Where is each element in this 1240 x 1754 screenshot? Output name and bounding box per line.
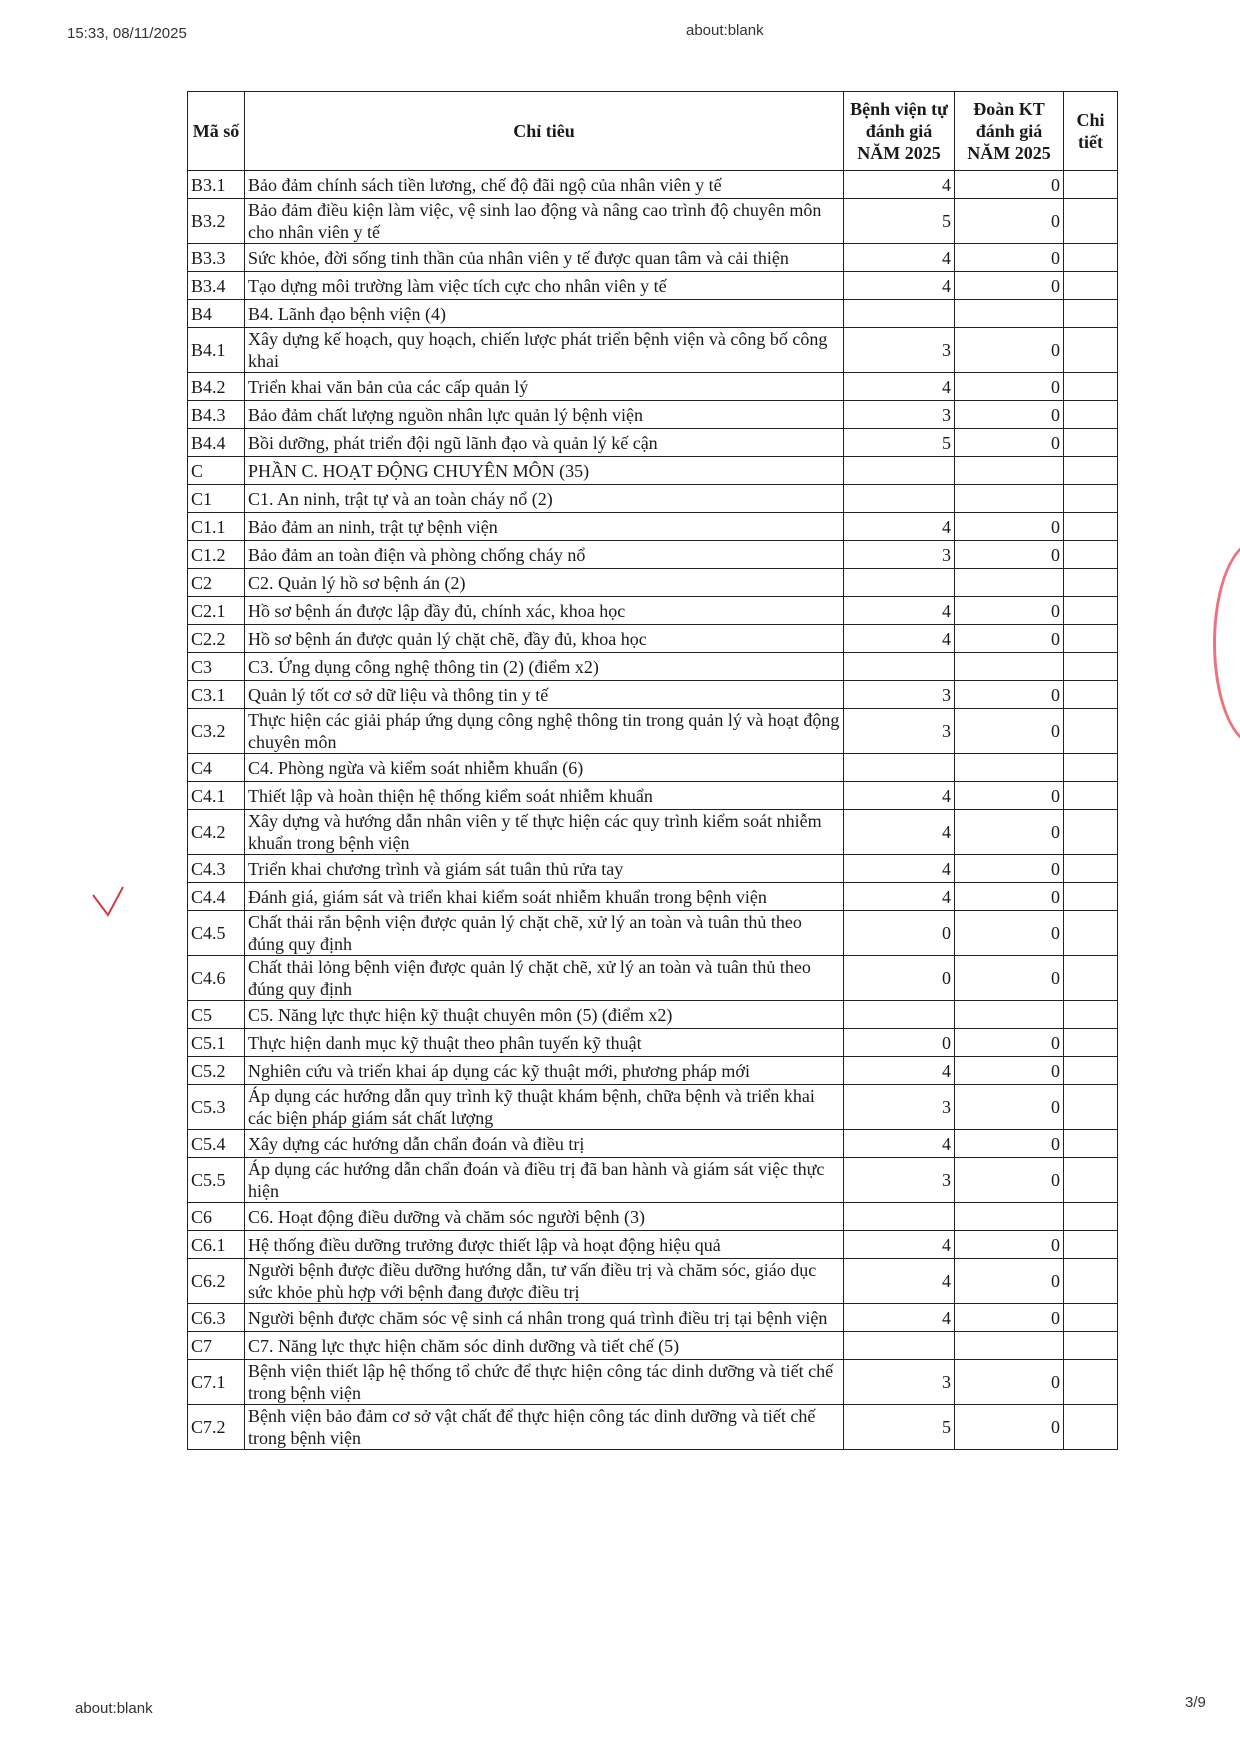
row-team-score: 0 <box>955 429 1064 457</box>
row-team-score: 0 <box>955 681 1064 709</box>
row-criterion: Bảo đảm an ninh, trật tự bệnh viện <box>245 513 844 541</box>
row-team-score: 0 <box>955 1029 1064 1057</box>
row-detail <box>1064 373 1118 401</box>
row-detail <box>1064 1332 1118 1360</box>
row-code: C5.1 <box>188 1029 245 1057</box>
row-self-score: 4 <box>844 625 955 653</box>
row-criterion: Quản lý tốt cơ sở dữ liệu và thông tin y tế <box>245 681 844 709</box>
row-criterion: PHẦN C. HOẠT ĐỘNG CHUYÊN MÔN (35) <box>245 457 844 485</box>
row-criterion: Bệnh viện thiết lập hệ thống tổ chức để thực hiện công tác dinh dưỡng và tiết chế trong bệnh viện <box>245 1360 844 1405</box>
row-self-score: 3 <box>844 681 955 709</box>
row-detail <box>1064 1304 1118 1332</box>
row-criterion: Bảo đảm an toàn điện và phòng chống cháy nổ <box>245 541 844 569</box>
row-detail <box>1064 569 1118 597</box>
row-code: C2.1 <box>188 597 245 625</box>
table-row <box>188 883 1118 911</box>
row-team-score <box>955 457 1064 485</box>
row-team-score: 0 <box>955 513 1064 541</box>
row-team-score: 0 <box>955 244 1064 272</box>
row-team-score <box>955 754 1064 782</box>
row-code: C3.2 <box>188 709 245 754</box>
row-code: B3.1 <box>188 171 245 199</box>
row-detail <box>1064 401 1118 429</box>
row-detail <box>1064 625 1118 653</box>
row-detail <box>1064 1405 1118 1450</box>
row-detail <box>1064 883 1118 911</box>
row-team-score: 0 <box>955 1130 1064 1158</box>
row-code: C2.2 <box>188 625 245 653</box>
table-row <box>188 782 1118 810</box>
table-row <box>188 1085 1118 1130</box>
criteria-table <box>187 91 1118 1450</box>
row-detail <box>1064 272 1118 300</box>
table-row <box>188 653 1118 681</box>
row-self-score: 4 <box>844 373 955 401</box>
table-row <box>188 810 1118 855</box>
row-self-score: 4 <box>844 1259 955 1304</box>
row-code: C7.2 <box>188 1405 245 1450</box>
row-criterion: Triển khai văn bản của các cấp quản lý <box>245 373 844 401</box>
row-code: B4 <box>188 300 245 328</box>
row-detail <box>1064 457 1118 485</box>
row-team-score: 0 <box>955 956 1064 1001</box>
row-self-score <box>844 300 955 328</box>
row-self-score: 4 <box>844 244 955 272</box>
row-team-score: 0 <box>955 272 1064 300</box>
row-code: B3.2 <box>188 199 245 244</box>
row-criterion: Tạo dựng môi trường làm việc tích cực cho nhân viên y tế <box>245 272 844 300</box>
row-code: C2 <box>188 569 245 597</box>
row-criterion: Thực hiện danh mục kỹ thuật theo phân tuyến kỹ thuật <box>245 1029 844 1057</box>
row-detail <box>1064 1360 1118 1405</box>
row-code: B3.4 <box>188 272 245 300</box>
row-code: C7 <box>188 1332 245 1360</box>
table-row <box>188 625 1118 653</box>
row-self-score: 4 <box>844 513 955 541</box>
table-row <box>188 300 1118 328</box>
row-detail <box>1064 513 1118 541</box>
row-code: C6.2 <box>188 1259 245 1304</box>
table-row <box>188 1158 1118 1203</box>
row-criterion: Bệnh viện bảo đảm cơ sở vật chất để thực hiện công tác dinh dưỡng và tiết chế trong bệnh viện <box>245 1405 844 1450</box>
row-self-score <box>844 485 955 513</box>
row-self-score: 3 <box>844 541 955 569</box>
row-criterion: C3. Ứng dụng công nghệ thông tin (2) (điểm x2) <box>245 653 844 681</box>
row-self-score: 3 <box>844 328 955 373</box>
row-team-score: 0 <box>955 855 1064 883</box>
table-row <box>188 1130 1118 1158</box>
row-code: C4.4 <box>188 883 245 911</box>
row-criterion: C1. An ninh, trật tự và an toàn cháy nổ (2) <box>245 485 844 513</box>
table-row <box>188 1304 1118 1332</box>
row-self-score: 0 <box>844 911 955 956</box>
row-self-score: 3 <box>844 1085 955 1130</box>
row-criterion: B4. Lãnh đạo bệnh viện (4) <box>245 300 844 328</box>
row-self-score: 4 <box>844 855 955 883</box>
row-team-score <box>955 653 1064 681</box>
red-seal-stamp <box>1213 540 1240 746</box>
table-row <box>188 1405 1118 1450</box>
table-row <box>188 373 1118 401</box>
row-code: B4.4 <box>188 429 245 457</box>
row-detail <box>1064 171 1118 199</box>
column-header-self-assessment: Bệnh viện tự đánh giá NĂM 2025 <box>844 92 955 171</box>
row-code: C3 <box>188 653 245 681</box>
table-row <box>188 1259 1118 1304</box>
row-detail <box>1064 653 1118 681</box>
row-code: C6.3 <box>188 1304 245 1332</box>
row-criterion: C7. Năng lực thực hiện chăm sóc dinh dưỡng và tiết chế (5) <box>245 1332 844 1360</box>
row-self-score <box>844 754 955 782</box>
row-self-score <box>844 653 955 681</box>
row-code: C4.2 <box>188 810 245 855</box>
page-number: 3/9 <box>1185 1694 1206 1711</box>
row-detail <box>1064 1203 1118 1231</box>
row-team-score: 0 <box>955 1304 1064 1332</box>
criteria-table-body <box>188 171 1118 1450</box>
row-detail <box>1064 855 1118 883</box>
row-criterion: C5. Năng lực thực hiện kỹ thuật chuyên môn (5) (điểm x2) <box>245 1001 844 1029</box>
row-team-score <box>955 569 1064 597</box>
table-row <box>188 569 1118 597</box>
row-detail <box>1064 199 1118 244</box>
column-header-detail: Chi tiết <box>1064 92 1118 171</box>
row-team-score: 0 <box>955 810 1064 855</box>
row-code: C4 <box>188 754 245 782</box>
print-url-header: about:blank <box>686 22 764 39</box>
row-self-score: 3 <box>844 1158 955 1203</box>
row-criterion: Xây dựng và hướng dẫn nhân viên y tế thực hiện các quy trình kiểm soát nhiễm khuẩn trong bệnh viện <box>245 810 844 855</box>
row-code: C1 <box>188 485 245 513</box>
row-detail <box>1064 597 1118 625</box>
row-code: C4.5 <box>188 911 245 956</box>
row-team-score <box>955 300 1064 328</box>
row-self-score: 4 <box>844 782 955 810</box>
column-header-criterion: Chỉ tiêu <box>245 92 844 171</box>
row-code: B4.3 <box>188 401 245 429</box>
print-url-footer: about:blank <box>75 1700 153 1717</box>
row-criterion: Triển khai chương trình và giám sát tuân thủ rửa tay <box>245 855 844 883</box>
row-detail <box>1064 300 1118 328</box>
table-row <box>188 597 1118 625</box>
row-code: C5.5 <box>188 1158 245 1203</box>
row-code: B4.1 <box>188 328 245 373</box>
row-self-score: 4 <box>844 883 955 911</box>
row-criterion: Thiết lập và hoàn thiện hệ thống kiểm soát nhiễm khuẩn <box>245 782 844 810</box>
row-criterion: C6. Hoạt động điều dưỡng và chăm sóc người bệnh (3) <box>245 1203 844 1231</box>
row-criterion: Bồi dưỡng, phát triển đội ngũ lãnh đạo và quản lý kế cận <box>245 429 844 457</box>
table-row <box>188 1203 1118 1231</box>
table-row <box>188 681 1118 709</box>
row-team-score <box>955 485 1064 513</box>
table-row <box>188 1360 1118 1405</box>
row-detail <box>1064 541 1118 569</box>
row-team-score: 0 <box>955 709 1064 754</box>
row-self-score: 4 <box>844 1057 955 1085</box>
row-code: C5.4 <box>188 1130 245 1158</box>
row-self-score <box>844 1203 955 1231</box>
row-team-score <box>955 1332 1064 1360</box>
row-self-score: 4 <box>844 272 955 300</box>
row-self-score: 3 <box>844 401 955 429</box>
row-criterion: Xây dựng các hướng dẫn chẩn đoán và điều trị <box>245 1130 844 1158</box>
row-criterion: C4. Phòng ngừa và kiểm soát nhiễm khuẩn (6) <box>245 754 844 782</box>
row-criterion: Bảo đảm chất lượng nguồn nhân lực quản lý bệnh viện <box>245 401 844 429</box>
table-row <box>188 1001 1118 1029</box>
row-team-score: 0 <box>955 1158 1064 1203</box>
row-self-score: 3 <box>844 709 955 754</box>
table-row <box>188 911 1118 956</box>
row-detail <box>1064 709 1118 754</box>
row-team-score: 0 <box>955 199 1064 244</box>
row-criterion: Áp dụng các hướng dẫn chẩn đoán và điều trị đã ban hành và giám sát việc thực hiện <box>245 1158 844 1203</box>
row-self-score: 5 <box>844 1405 955 1450</box>
table-row <box>188 401 1118 429</box>
row-self-score: 4 <box>844 1130 955 1158</box>
table-row <box>188 1231 1118 1259</box>
table-row <box>188 709 1118 754</box>
row-code: C7.1 <box>188 1360 245 1405</box>
row-self-score: 0 <box>844 956 955 1001</box>
row-detail <box>1064 911 1118 956</box>
row-criterion: Hồ sơ bệnh án được quản lý chặt chẽ, đầy đủ, khoa học <box>245 625 844 653</box>
row-team-score: 0 <box>955 883 1064 911</box>
row-team-score: 0 <box>955 911 1064 956</box>
row-criterion: Người bệnh được điều dưỡng hướng dẫn, tư vấn điều trị và chăm sóc, giáo dục sức khỏe phù hợp với bệnh đang được điều trị <box>245 1259 844 1304</box>
table-row <box>188 171 1118 199</box>
row-team-score: 0 <box>955 541 1064 569</box>
column-header-code: Mã số <box>188 92 245 171</box>
table-row <box>188 328 1118 373</box>
table-row <box>188 485 1118 513</box>
row-detail <box>1064 328 1118 373</box>
row-criterion: Bảo đảm điều kiện làm việc, vệ sinh lao động và nâng cao trình độ chuyên môn cho nhân viên y tế <box>245 199 844 244</box>
row-self-score: 4 <box>844 1304 955 1332</box>
row-criterion: Người bệnh được chăm sóc vệ sinh cá nhân trong quá trình điều trị tại bệnh viện <box>245 1304 844 1332</box>
row-team-score: 0 <box>955 1085 1064 1130</box>
row-code: C6 <box>188 1203 245 1231</box>
row-criterion: Xây dựng kế hoạch, quy hoạch, chiến lược phát triển bệnh viện và công bố công khai <box>245 328 844 373</box>
row-code: C1.1 <box>188 513 245 541</box>
row-code: C5.3 <box>188 1085 245 1130</box>
row-team-score: 0 <box>955 373 1064 401</box>
row-self-score <box>844 569 955 597</box>
row-team-score <box>955 1203 1064 1231</box>
row-detail <box>1064 681 1118 709</box>
row-self-score: 4 <box>844 810 955 855</box>
table-row <box>188 956 1118 1001</box>
row-team-score: 0 <box>955 328 1064 373</box>
row-detail <box>1064 485 1118 513</box>
row-detail <box>1064 1085 1118 1130</box>
row-team-score: 0 <box>955 625 1064 653</box>
row-self-score: 5 <box>844 429 955 457</box>
row-detail <box>1064 956 1118 1001</box>
table-row <box>188 855 1118 883</box>
print-datetime: 15:33, 08/11/2025 <box>67 25 187 42</box>
row-detail <box>1064 1158 1118 1203</box>
row-self-score <box>844 1332 955 1360</box>
row-code: C4.6 <box>188 956 245 1001</box>
row-code: C4.1 <box>188 782 245 810</box>
row-self-score: 4 <box>844 1231 955 1259</box>
row-self-score: 0 <box>844 1029 955 1057</box>
row-team-score: 0 <box>955 171 1064 199</box>
table-row <box>188 754 1118 782</box>
row-code: C <box>188 457 245 485</box>
row-criterion: Đánh giá, giám sát và triển khai kiểm soát nhiễm khuẩn trong bệnh viện <box>245 883 844 911</box>
row-criterion: Sức khỏe, đời sống tinh thần của nhân viên y tế được quan tâm và cải thiện <box>245 244 844 272</box>
row-detail <box>1064 782 1118 810</box>
row-detail <box>1064 1130 1118 1158</box>
row-code: C6.1 <box>188 1231 245 1259</box>
table-row <box>188 1332 1118 1360</box>
row-detail <box>1064 429 1118 457</box>
row-criterion: Bảo đảm chính sách tiền lương, chế độ đãi ngộ của nhân viên y tế <box>245 171 844 199</box>
checkmark-annotation <box>88 885 128 925</box>
row-code: C1.2 <box>188 541 245 569</box>
row-team-score: 0 <box>955 1360 1064 1405</box>
row-detail <box>1064 1001 1118 1029</box>
table-header-row <box>188 92 1118 171</box>
row-team-score: 0 <box>955 1259 1064 1304</box>
row-code: B3.3 <box>188 244 245 272</box>
row-criterion: Chất thải lỏng bệnh viện được quản lý chặt chẽ, xử lý an toàn và tuân thủ theo đúng quy định <box>245 956 844 1001</box>
table-row <box>188 1057 1118 1085</box>
table-row <box>188 244 1118 272</box>
row-team-score: 0 <box>955 782 1064 810</box>
row-detail <box>1064 810 1118 855</box>
row-criterion: Thực hiện các giải pháp ứng dụng công nghệ thông tin trong quản lý và hoạt động chuyên môn <box>245 709 844 754</box>
table-row <box>188 272 1118 300</box>
row-team-score: 0 <box>955 1057 1064 1085</box>
row-criterion: Chất thải rắn bệnh viện được quản lý chặt chẽ, xử lý an toàn và tuân thủ theo đúng quy định <box>245 911 844 956</box>
row-self-score <box>844 1001 955 1029</box>
row-self-score: 4 <box>844 171 955 199</box>
table-row <box>188 429 1118 457</box>
row-self-score <box>844 457 955 485</box>
table-row <box>188 1029 1118 1057</box>
row-team-score: 0 <box>955 1405 1064 1450</box>
row-code: C3.1 <box>188 681 245 709</box>
row-detail <box>1064 1057 1118 1085</box>
row-code: B4.2 <box>188 373 245 401</box>
row-criterion: Áp dụng các hướng dẫn quy trình kỹ thuật khám bệnh, chữa bệnh và triển khai các biện pháp giám sát chất lượng <box>245 1085 844 1130</box>
row-criterion: Hồ sơ bệnh án được lập đầy đủ, chính xác, khoa học <box>245 597 844 625</box>
row-code: C5.2 <box>188 1057 245 1085</box>
row-code: C5 <box>188 1001 245 1029</box>
row-code: C4.3 <box>188 855 245 883</box>
row-team-score <box>955 1001 1064 1029</box>
row-self-score: 3 <box>844 1360 955 1405</box>
table-row <box>188 541 1118 569</box>
row-detail <box>1064 1259 1118 1304</box>
table-row <box>188 199 1118 244</box>
table-row <box>188 457 1118 485</box>
row-criterion: C2. Quản lý hồ sơ bệnh án (2) <box>245 569 844 597</box>
row-detail <box>1064 1029 1118 1057</box>
column-header-team-assessment: Đoàn KT đánh giá NĂM 2025 <box>955 92 1064 171</box>
row-detail <box>1064 244 1118 272</box>
row-criterion: Nghiên cứu và triển khai áp dụng các kỹ thuật mới, phương pháp mới <box>245 1057 844 1085</box>
row-team-score: 0 <box>955 1231 1064 1259</box>
row-detail <box>1064 754 1118 782</box>
row-team-score: 0 <box>955 401 1064 429</box>
row-detail <box>1064 1231 1118 1259</box>
row-self-score: 5 <box>844 199 955 244</box>
row-self-score: 4 <box>844 597 955 625</box>
table-row <box>188 513 1118 541</box>
row-criterion: Hệ thống điều dưỡng trưởng được thiết lập và hoạt động hiệu quả <box>245 1231 844 1259</box>
row-team-score: 0 <box>955 597 1064 625</box>
